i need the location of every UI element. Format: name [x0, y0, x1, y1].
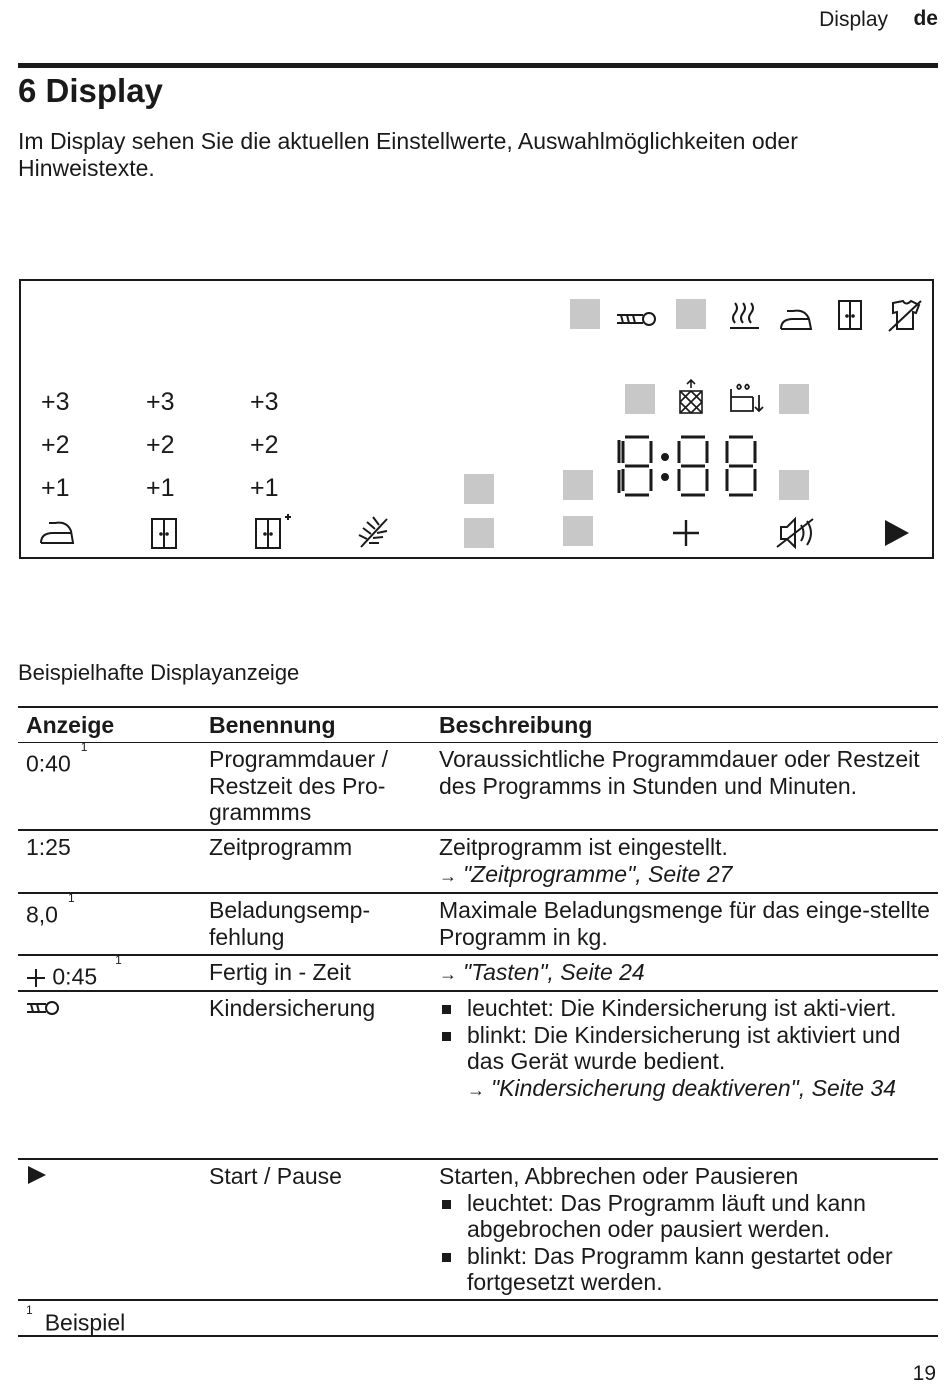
description-cell [439, 995, 934, 1103]
shirt-icon [889, 301, 921, 331]
name-cell: Programmdauer / Restzeit des Pro-grammms [209, 746, 388, 825]
cupboard-icon [839, 301, 861, 329]
description-text: Starten, Abbrechen oder Pausieren [439, 1163, 799, 1189]
indicator-square [464, 518, 494, 548]
col-header-description: Beschreibung [439, 712, 593, 738]
footnote [26, 1305, 125, 1336]
display-cell [26, 891, 206, 928]
display-cell [26, 953, 206, 990]
indicator-square [676, 299, 706, 329]
display-value: 0:45 [52, 963, 98, 990]
description-cell [439, 959, 934, 988]
iron-icon [781, 311, 811, 329]
page-number: 19 [912, 1362, 936, 1385]
cross-reference[interactable] [439, 861, 934, 890]
rinse-icon [731, 385, 763, 412]
table-row [18, 831, 938, 894]
footnote-mark: 1 [26, 1303, 33, 1317]
load-weight-icon [680, 380, 702, 413]
arrow-icon: → [439, 865, 457, 886]
dry-icon [730, 303, 759, 328]
description-cell [439, 834, 934, 889]
name-cell: Fertig in - Zeit [209, 959, 351, 985]
bullet-item: blinkt: Das Programm kann gestartet oder fortgesetzt werden. [439, 1243, 934, 1296]
display-value: 0:40 [26, 750, 71, 777]
bullet-item: leuchtet: Das Programm läuft und kann abgebrochen oder pausiert werden. [439, 1190, 934, 1243]
display-table [18, 706, 938, 1337]
footnote-mark: 1 [67, 891, 75, 905]
intro-text: Im Display sehen Sie die aktuellen Einstellwerte, Auswahlmöglichkeiten oder Hinweistexte. [18, 128, 798, 181]
top-rule [18, 63, 938, 68]
cross-reference[interactable] [439, 1075, 934, 1104]
level-plus2-col1: +2 [41, 431, 70, 459]
display-cell [26, 995, 206, 1024]
level-plus2-col3: +2 [250, 431, 279, 459]
table-row [18, 891, 938, 956]
level-plus3-col1: +3 [41, 388, 70, 416]
cross-reference-text: "Kindersicherung deaktiveren", Seite 34 [491, 1074, 897, 1101]
footnote-row [18, 1301, 938, 1337]
footnote-text: Beispiel [44, 1309, 126, 1336]
table-row [18, 992, 938, 1160]
indicator-square [464, 474, 494, 504]
level-plus2-col2: +2 [146, 431, 175, 459]
name-cell: Kindersicherung [209, 995, 376, 1021]
name-cell: Beladungsemp-fehlung [209, 897, 371, 950]
description-cell: Maximale Beladungsmenge für das einge-stellte Programm in kg. [439, 897, 930, 950]
level-plus1-col2: +1 [146, 474, 175, 502]
table-row [18, 953, 938, 992]
arrow-icon: → [439, 964, 457, 984]
cross-reference[interactable] [439, 959, 934, 988]
mute-icon [777, 519, 813, 547]
footnote-mark: 1 [115, 953, 122, 967]
arrow-icon: → [467, 1079, 485, 1100]
display-value: 1:25 [26, 834, 71, 860]
display-panel [19, 279, 934, 559]
time-display [619, 437, 755, 495]
name-cell: Zeitprogramm [209, 834, 353, 860]
description-text: Zeitprogramm ist eingestellt. [439, 834, 728, 860]
indicator-square [779, 384, 809, 414]
wool-icon [359, 517, 387, 547]
description-cell: Voraussichtliche Programmdauer oder Restzeit des Programms in Stunden und Minuten. [439, 746, 920, 799]
play-icon [26, 1164, 48, 1186]
key-icon [26, 998, 60, 1018]
col-header-name: Benennung [209, 712, 336, 738]
table-row [18, 740, 938, 831]
cupboard-plus-icon [256, 514, 291, 548]
table-header-row [18, 706, 938, 743]
table-row [18, 1160, 938, 1301]
level-plus3-col2: +3 [146, 388, 175, 416]
display-cell [26, 1163, 206, 1192]
indicator-square [563, 470, 593, 500]
display-value: 8,0 [26, 901, 58, 928]
indicator-square [570, 299, 600, 329]
cupboard-icon [152, 519, 176, 548]
cross-reference-text: "Tasten", Seite 24 [463, 959, 645, 985]
plus-icon [26, 968, 46, 988]
indicator-square [779, 470, 809, 500]
indicator-square [563, 516, 593, 546]
bullet-item: blinkt: Die Kindersicherung ist aktiviert und das Gerät wurde bedient. [439, 1022, 934, 1075]
iron-icon [41, 523, 73, 543]
bullet-item: leuchtet: Die Kindersicherung ist akti-viert. [439, 995, 934, 1022]
plus-icon [673, 520, 699, 546]
key-icon [617, 313, 655, 325]
header-section: Display [819, 8, 888, 31]
play-icon [885, 520, 909, 546]
display-cell [26, 740, 206, 777]
indicator-square [625, 384, 655, 414]
level-plus3-col3: +3 [250, 388, 279, 416]
description-cell [439, 1163, 934, 1296]
name-cell: Start / Pause [209, 1163, 342, 1189]
level-plus1-col3: +1 [250, 474, 279, 502]
panel-caption: Beispielhafte Displayanzeige [18, 660, 300, 685]
col-header-display: Anzeige [26, 712, 115, 738]
header-lang: de [913, 7, 938, 30]
footnote-mark: 1 [80, 740, 88, 754]
page-title: 6 Display [18, 72, 163, 109]
cross-reference-text: "Zeitprogramme", Seite 27 [463, 860, 733, 887]
level-plus1-col1: +1 [41, 474, 70, 502]
